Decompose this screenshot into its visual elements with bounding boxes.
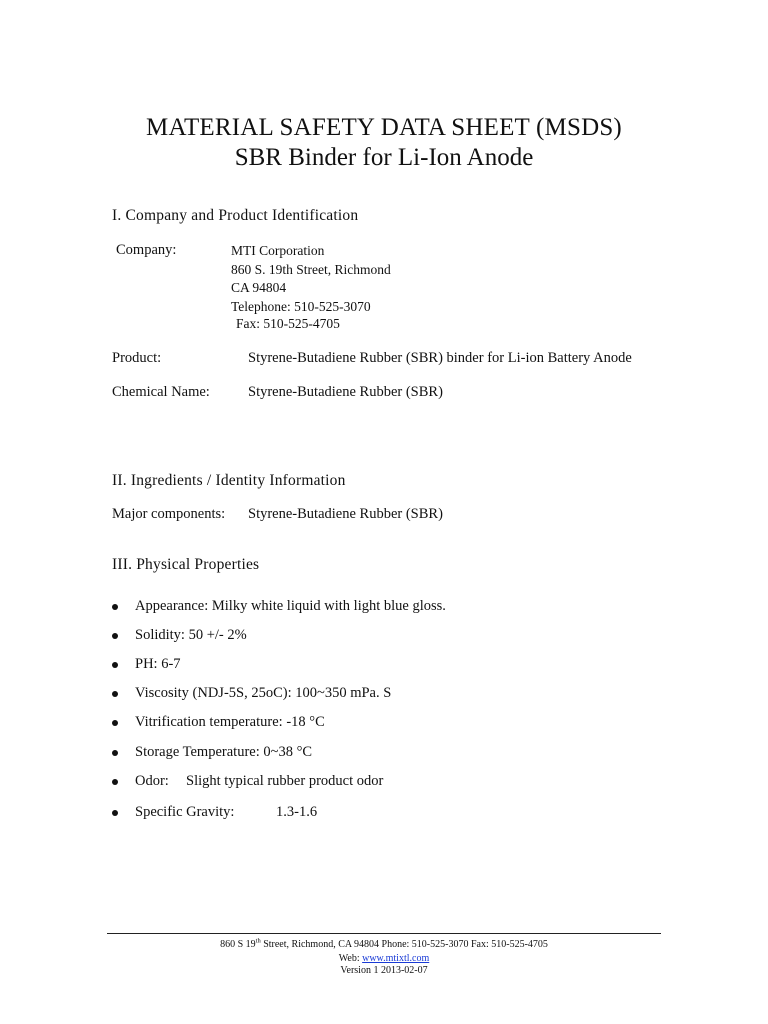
section-2-heading: II. Ingredients / Identity Information [112, 472, 346, 489]
company-telephone: Telephone: 510-525-3070 [231, 299, 371, 314]
bullet-icon [112, 810, 118, 816]
footer-version: Version 1 2013-02-07 [340, 965, 428, 976]
bullet-icon [112, 604, 118, 610]
property-odor-value: Slight typical rubber product odor [186, 773, 384, 789]
bullet-icon [112, 691, 118, 697]
property-viscosity: Viscosity (NDJ-5S, 25oC): 100~350 mPa. S [135, 685, 392, 701]
bullet-icon [112, 633, 118, 639]
footer-address-rest: Street, Richmond, CA 94804 Phone: 510-525-3070 Fax: 510-525-4705 [260, 939, 548, 950]
company-street: 860 S. 19th Street, Richmond [231, 262, 391, 277]
bullet-icon [112, 720, 118, 726]
property-odor-label: Odor: [135, 773, 169, 789]
footer-address-sup: th [255, 937, 261, 945]
company-fax: Fax: 510-525-4705 [236, 316, 340, 331]
property-gravity-label: Specific Gravity: [135, 804, 235, 820]
chemical-name-label: Chemical Name: [112, 384, 210, 400]
footer-web-link[interactable]: www.mtixtl.com [362, 953, 430, 964]
product-value: Styrene-Butadiene Rubber (SBR) binder for Li-ion Battery Anode [248, 350, 632, 366]
property-appearance: Appearance: Milky white liquid with light blue gloss. [135, 598, 446, 614]
product-label: Product: [112, 350, 162, 366]
section-1-heading: I. Company and Product Identification [112, 207, 359, 224]
footer-address [0, 939, 768, 950]
major-components-label: Major components: [112, 506, 226, 522]
property-storage-temperature: Storage Temperature: 0~38 °C [135, 744, 313, 760]
property-gravity-value: 1.3-1.6 [276, 804, 318, 820]
company-label: Company: [116, 242, 177, 258]
document-title: MATERIAL SAFETY DATA SHEET (MSDS) [146, 114, 622, 141]
footer-address-prefix: 860 S 19 [220, 939, 256, 950]
company-name: MTI Corporation [231, 243, 325, 258]
footer-web [0, 953, 768, 964]
chemical-name-value: Styrene-Butadiene Rubber (SBR) [248, 384, 443, 400]
company-city: CA 94804 [231, 280, 287, 295]
bullet-icon [112, 662, 118, 668]
footer-divider [107, 933, 661, 934]
property-solidity: Solidity: 50 +/- 2% [135, 627, 247, 643]
property-ph: PH: 6-7 [135, 656, 181, 672]
bullet-icon [112, 779, 118, 785]
major-components-value: Styrene-Butadiene Rubber (SBR) [248, 506, 443, 522]
footer-web-label: Web: [338, 953, 363, 964]
bullet-icon [112, 750, 118, 756]
document-subtitle: SBR Binder for Li-Ion Anode [234, 144, 534, 171]
property-vitrification: Vitrification temperature: -18 °C [135, 714, 325, 730]
section-3-heading: III. Physical Properties [112, 556, 260, 573]
